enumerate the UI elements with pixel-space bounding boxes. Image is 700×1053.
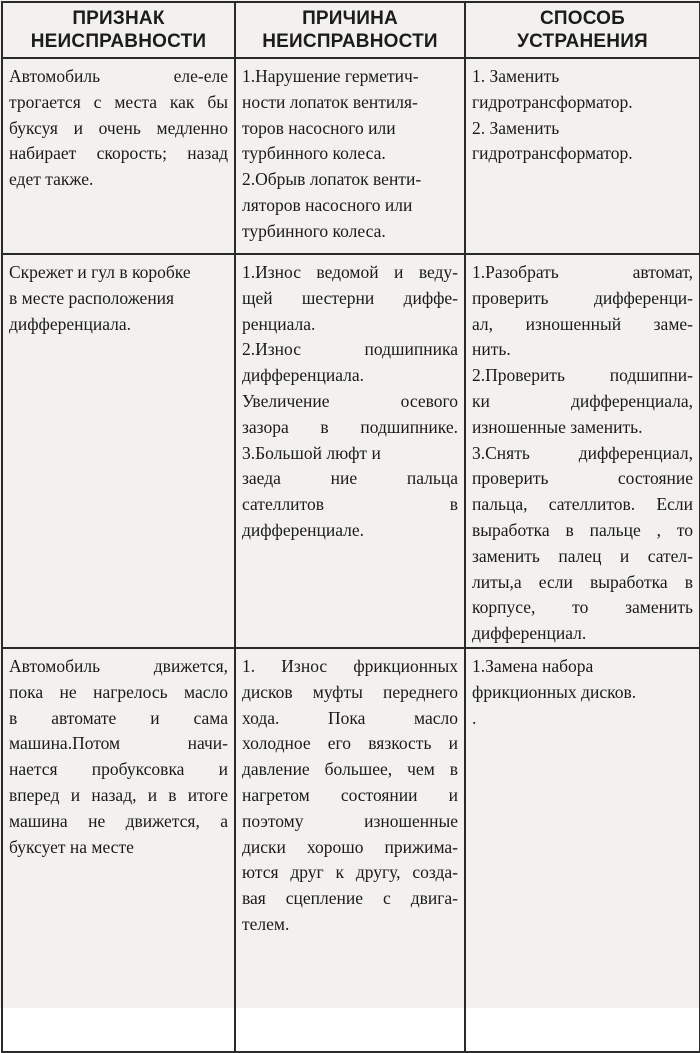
header-cause-line-2: НЕИСПРАВНОСТИ [262, 31, 438, 52]
text-line: поэтому изношенные [242, 810, 458, 831]
header-remedy-line-2: УСТРАНЕНИЯ [517, 31, 648, 52]
text-line: гидротрансформатор. [472, 91, 633, 112]
text-line: холодное его вязкость и [242, 733, 458, 754]
text-line: пальца, сателлитов. Если [472, 494, 693, 515]
header-remedy-line-1: СПОСОБ [539, 8, 626, 29]
text-line: машина.Потом начи- [9, 733, 228, 754]
cause-item [242, 64, 458, 167]
text-line: турбинного колеса. [242, 143, 386, 164]
text-line: сателлитов в [242, 494, 458, 515]
text-line: Скрежет и гул в коробке [9, 262, 191, 282]
text-line: в месте расположения [9, 287, 175, 308]
text-line: 1.Износ ведомой и веду- [242, 262, 458, 282]
table-row [2, 648, 700, 1052]
text-line: машина не движется, а [9, 810, 228, 831]
text-line: нается пробуксовка и [9, 759, 228, 780]
faults-table [1, 1, 700, 1053]
text-line: . [472, 707, 477, 728]
text-line: хода. Пока масло [242, 707, 458, 728]
cause-item [242, 337, 458, 440]
text-line: ности лопаток вентиля- [242, 91, 418, 112]
text-line: Увеличение осевого [242, 390, 458, 411]
remedy-item [472, 441, 693, 647]
text-line: заменить палец и сател- [472, 545, 693, 566]
text-line: дифференциале. [242, 519, 365, 540]
header-cause [235, 2, 465, 58]
text-line: изношенные заменить. [472, 416, 643, 437]
text-line: дифференциала. [242, 365, 365, 386]
cause-item [242, 654, 458, 938]
text-line: торов насосного или [242, 117, 396, 138]
remedy-cell [465, 58, 700, 254]
header-symptom [2, 2, 235, 58]
cause-cell [235, 648, 465, 1052]
text-line: дисков муфты переднего [242, 681, 458, 702]
cause-item [242, 441, 458, 544]
text-line: вперед и назад, и в итоге [9, 784, 228, 805]
header-cause-line-1: ПРИЧИНА [302, 8, 398, 29]
text-line: зазора в подшипнике. [242, 416, 458, 437]
text-line: 3.Большой люфт и [242, 442, 381, 463]
text-line: Автомобиль движется, [9, 655, 228, 676]
cause-item [242, 167, 458, 244]
remedy-item [472, 363, 693, 440]
text-line: едет также. [9, 169, 94, 190]
text-line: буксуя и очень медленно [9, 117, 228, 138]
text-line: пока не нагрелось масло [9, 681, 228, 702]
text-line: 2.Обрыв лопаток венти- [242, 169, 422, 190]
text-line: гидротрансформатор. [472, 143, 633, 164]
cause-cell [235, 254, 465, 648]
text-line: 2.Износ подшипника [242, 339, 458, 360]
remedy-item [472, 654, 693, 731]
text-line: трогается с места как бы [9, 91, 228, 112]
remedy-cell [465, 254, 700, 648]
remedy-item [472, 116, 693, 168]
text-line: 2. Заменить [472, 117, 560, 138]
remedy-cell [465, 648, 700, 1052]
text-line: ляторов насосного или [242, 194, 413, 215]
text-line: нагретом состоянии и [242, 784, 458, 805]
remedy-item [472, 64, 693, 116]
text-line: в автомате и сама [9, 707, 228, 728]
text-line: телем. [242, 913, 290, 934]
text-line: давление большее, чем в [242, 759, 458, 780]
text-line: 1. Заменить [472, 66, 560, 86]
header-remedy [465, 2, 700, 58]
text-line: 1.Разобрать автомат, [472, 262, 693, 282]
text-line: 3.Снять дифференциал, [472, 442, 693, 463]
text-line: Автомобиль еле-еле [9, 66, 228, 86]
cause-item [242, 260, 458, 337]
text-line: вая сцепление с двига- [242, 888, 458, 909]
symptom-cell [2, 254, 235, 648]
header-row [2, 2, 700, 58]
text-line: заеда ние пальца [242, 468, 458, 489]
text-line: набирает скорость; назад [9, 143, 228, 164]
text-line: турбинного колеса. [242, 220, 386, 241]
text-line: 1.Нарушение герметич- [242, 66, 419, 86]
text-line: 1.Замена набора [472, 655, 594, 676]
table-row [2, 58, 700, 254]
table-row [2, 254, 700, 648]
text-line: диски хорошо прижима- [242, 836, 458, 857]
text-line: щей шестерни диффе- [242, 287, 458, 308]
text-line: выработка в пальце , то [472, 519, 693, 540]
text-line: нить. [472, 339, 511, 360]
header-symptom-line-2: НЕИСПРАВНОСТИ [30, 31, 207, 52]
text-line: дифференциала. [9, 313, 132, 334]
text-line: 2.Проверить подшипни- [472, 365, 693, 386]
remedy-item [472, 260, 693, 363]
text-line: проверить дифференци- [472, 287, 693, 308]
text-line: буксует на месте [9, 836, 134, 857]
text-line: проверить состояние [472, 468, 693, 489]
text-line: дифференциал. [472, 623, 587, 644]
text-line: корпусе, то заменить [472, 597, 693, 618]
text-line: ки дифференциала, [472, 390, 693, 411]
symptom-cell [2, 58, 235, 254]
text-line: 1. Износ фрикционных [242, 655, 458, 676]
text-line: ал, изношенный заме- [472, 313, 693, 334]
symptom-cell [2, 648, 235, 1052]
text-line: литы,а если выработка в [472, 571, 693, 592]
cause-cell [235, 58, 465, 254]
text-line: ются друг к другу, созда- [242, 862, 458, 883]
text-line: фрикционных дисков. [472, 681, 637, 702]
text-line: ренциала. [242, 313, 316, 334]
header-symptom-line-1: ПРИЗНАК [72, 8, 165, 29]
